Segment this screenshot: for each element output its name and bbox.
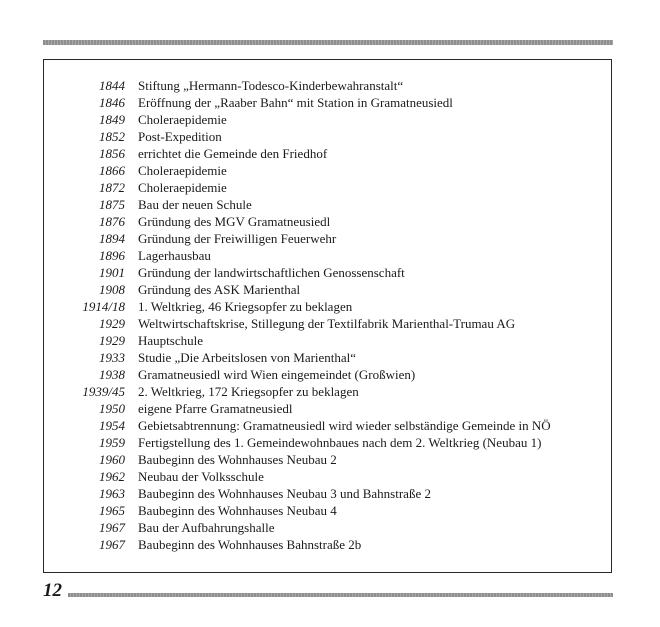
timeline-event: Choleraepidemie [138, 112, 227, 128]
timeline-year: 1962 [99, 469, 125, 485]
timeline-row [0, 77, 660, 94]
timeline-year: 1866 [99, 163, 125, 179]
timeline-year: 1950 [99, 401, 125, 417]
timeline-year: 1967 [99, 520, 125, 536]
timeline-row [0, 536, 660, 553]
timeline-row [0, 111, 660, 128]
timeline-list [0, 77, 660, 553]
timeline-event: Post-Expedition [138, 129, 222, 145]
timeline-year: 1844 [99, 78, 125, 93]
timeline-event: Studie „Die Arbeitslosen von Marienthal“ [138, 350, 357, 366]
timeline-year: 1959 [99, 435, 125, 451]
timeline-row [0, 468, 660, 485]
timeline-event: 2. Weltkrieg, 172 Kriegsopfer zu beklagen [138, 384, 359, 400]
bottom-divider [68, 593, 613, 597]
timeline-event: Gebietsabtrennung: Gramatneusiedl wird wieder selbständige Gemeinde in NÖ [138, 418, 551, 434]
top-divider [43, 40, 613, 45]
timeline-row [0, 281, 660, 298]
timeline-row [0, 383, 660, 400]
timeline-event: Choleraepidemie [138, 180, 227, 196]
timeline-event: Gründung des ASK Marienthal [138, 282, 301, 298]
timeline-event: Baubeginn des Wohnhauses Neubau 3 und Bahnstraße 2 [138, 486, 431, 502]
timeline-year: 1896 [99, 248, 125, 264]
timeline-event: Gründung des MGV Gramatneusiedl [138, 214, 331, 230]
timeline-row [0, 400, 660, 417]
page-number: 12 [43, 580, 62, 601]
timeline-year: 1929 [99, 333, 125, 349]
timeline-year: 1938 [99, 367, 125, 383]
timeline-year: 1967 [99, 537, 125, 553]
timeline-event: Choleraepidemie [138, 163, 227, 179]
timeline-event: Bau der Aufbahrungshalle [138, 520, 275, 536]
timeline-event: Baubeginn des Wohnhauses Bahnstraße 2b [138, 537, 362, 553]
timeline-year: 1963 [99, 486, 125, 502]
timeline-row [0, 451, 660, 468]
timeline-year: 1954 [99, 418, 125, 434]
timeline-year: 1965 [99, 503, 125, 519]
timeline-row [0, 179, 660, 196]
timeline-year: 1908 [99, 282, 125, 298]
timeline-row [0, 264, 660, 281]
timeline-event: Neubau der Volksschule [138, 469, 264, 485]
timeline-row [0, 145, 660, 162]
timeline-event: Hauptschule [138, 333, 203, 349]
timeline-row [0, 247, 660, 264]
timeline-row [0, 315, 660, 332]
timeline-row [0, 94, 660, 111]
timeline-year: 1933 [99, 350, 125, 366]
timeline-row [0, 485, 660, 502]
timeline-year: 1852 [99, 129, 125, 145]
timeline-event: Bau der neuen Schule [138, 197, 252, 213]
timeline-event: Fertigstellung des 1. Gemeindewohnbaues nach dem 2. Weltkrieg (Neubau 1) [138, 435, 542, 451]
timeline-event: 1. Weltkrieg, 46 Kriegsopfer zu beklagen [138, 299, 353, 315]
timeline-row [0, 162, 660, 179]
timeline-year: 1856 [99, 146, 125, 162]
timeline-event: Lagerhausbau [138, 248, 211, 264]
timeline-row [0, 332, 660, 349]
timeline-year: 1929 [99, 316, 125, 332]
timeline-event: eigene Pfarre Gramatneusiedl [138, 401, 293, 417]
timeline-year: 1914/18 [82, 299, 125, 315]
timeline-row [0, 213, 660, 230]
timeline-row [0, 196, 660, 213]
timeline-event: Baubeginn des Wohnhauses Neubau 4 [138, 503, 337, 519]
timeline-event: Gramatneusiedl wird Wien eingemeindet (Großwien) [138, 367, 416, 383]
timeline-row [0, 434, 660, 451]
timeline-row [0, 502, 660, 519]
timeline-row [0, 298, 660, 315]
timeline-row [0, 519, 660, 536]
timeline-row [0, 349, 660, 366]
timeline-year: 1849 [99, 112, 125, 128]
timeline-year: 1872 [99, 180, 125, 196]
timeline-event: errichtet die Gemeinde den Friedhof [138, 146, 328, 162]
timeline-event: Gründung der landwirtschaftlichen Genossenschaft [138, 265, 405, 281]
timeline-event: Eröffnung der „Raaber Bahn“ mit Station in Gramatneusiedl [138, 95, 453, 111]
timeline-event: Baubeginn des Wohnhauses Neubau 2 [138, 452, 337, 468]
timeline-year: 1901 [99, 265, 125, 281]
timeline-row [0, 417, 660, 434]
timeline-year: 1939/45 [82, 384, 125, 400]
timeline-event: Gründung der Freiwilligen Feuerwehr [138, 231, 337, 247]
timeline-event: Stiftung „Hermann-Todesco-Kinderbewahranstalt“ [138, 78, 404, 93]
timeline-year: 1894 [99, 231, 125, 247]
timeline-year: 1876 [99, 214, 125, 230]
timeline-row [0, 366, 660, 383]
timeline-year: 1875 [99, 197, 125, 213]
timeline-event: Weltwirtschaftskrise, Stillegung der Textilfabrik Marienthal-Trumau AG [138, 316, 516, 332]
timeline-year: 1960 [99, 452, 125, 468]
timeline-row [0, 230, 660, 247]
timeline-year: 1846 [99, 95, 125, 111]
timeline-row [0, 128, 660, 145]
